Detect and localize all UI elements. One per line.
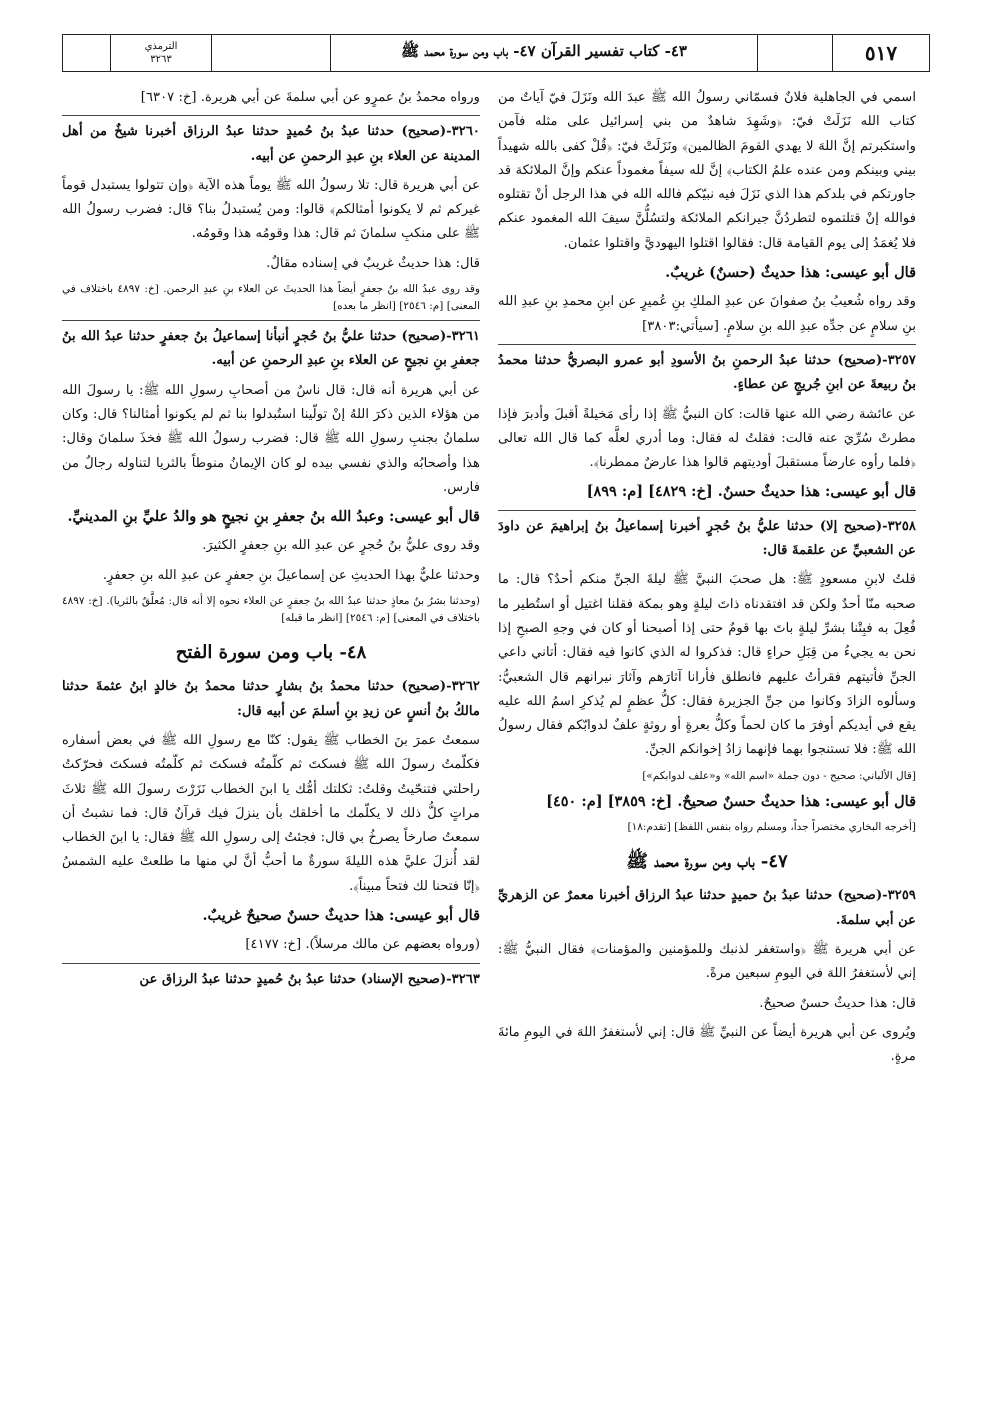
divider bbox=[62, 115, 480, 116]
header-spacer bbox=[211, 35, 330, 71]
section-heading: ٤٧- باب ومن سورة محمد ﷺ bbox=[626, 851, 788, 873]
divider bbox=[498, 510, 916, 511]
hadith-reference: ٣٢٦٣ bbox=[150, 54, 172, 65]
hadith-chain: ٣٢٦٢-(صحيح) حدثنا محمدُ بنُ بشارٍ حدثنا محمدُ بنُ خالدٍ ابنُ عثمةَ حدثنا مالكُ بنُ أنسٍ عن زيدِ بنِ أسلمَ عن أبيه قال: bbox=[62, 679, 480, 719]
footnote: [قال الألباني: صحيح - دون جملة «اسم الله» و«علف لدوابكم»] bbox=[642, 769, 916, 782]
paragraph: ويُروى عن أبي هريرة أيضاً عن النبيِّ ﷺ قال: إني لأستغفرُ اللهَ في اليومِ مائةَ مرةٍ. bbox=[498, 1024, 916, 1065]
hadith-chain: ٣٢٥٨-(صحيح إلا) حدثنا عليُّ بنُ حُجرٍ أخبرنا إسماعيلُ بنُ إبراهيمَ عن داودَ عن الشعبيِّ عن علقمةَ قال: bbox=[498, 518, 916, 559]
hadith-text: عن أبي هريرة ﷺ ﴿واستغفر لذنبك وللمؤمنين والمؤمنات﴾ فقال النبيُّ ﷺ: إني لأستغفرُ اللهَ في اليومِ سبعين مرةً. bbox=[498, 941, 916, 982]
header-spacer bbox=[63, 35, 110, 71]
hadith-text: عن أبي هريرة أنه قال: قال ناسٌ من أصحابِ رسولِ الله ﷺ: يا رسولَ الله من هؤلاء الذين ذكرَ اللهُ إنْ تولّينا استُبدلوا بنا ثم لم يكونوا أمثالنا؟ قال: وكان سلمانُ بجنبِ رسولِ الله ﷺ قال: فضرب رسولُ الله ﷺ فخذَ سلمانَ وقال: هذا وأصحابُه والذي نفسي بيده لو كان الإيمانُ منوطاً بالثريا لتناوله رجالٌ من فارس. bbox=[62, 382, 480, 495]
page-number: ٥١٧ bbox=[832, 35, 929, 71]
paragraph: اسمي في الجاهلية فلانٌ فسمّاني رسولُ الله ﷺ عبدَ الله ونَزَلَ فيّ آياتٌ من كتاب الله نَزَلَتْ فيّ: ﴿وشَهِدَ شاهدٌ من بني إسرائيل على مثله فآمن واستكبرتم إنَّ اللهَ لا يهدي القومَ الظالمين﴾ ونَزَلَتْ فيّ: ﴿قُلْ كفى بالله شهيداً بيني وبينكم ومن عنده علمُ الكتاب﴾ إنَّ لله سيفاً مغموداً عنكم وإنَّ الملائكة قد جاورتكم في بلدكم هذا الذي نَزَلَ فيه نبيّكم فالله الله في هذا الرجل أنْ تقتلوه فوالله إنْ قتلتموه لتطردُنَّ جيرانكم الملائكة ولتسُلُّنَّ سيفَ الله المغمود عنكم فلا يُغمَدُ إلى يوم القيامة قال: فقالوا اقتلوا اليهوديَّ واقتلوا عثمان. bbox=[498, 90, 916, 251]
paragraph: وقد روى عليُّ بنُ حُجرٍ عن عبدِ الله بنِ جعفرٍ الكثيرَ. bbox=[202, 538, 480, 554]
paragraph: ورواه محمدُ بنُ عمرٍو عن أبي سلمةَ عن أبي هريرة. [خ: ٦٣٠٧] bbox=[140, 90, 480, 105]
hadith-chain: ٣٢٥٩-(صحيح) حدثنا عبدُ بنُ حميدٍ حدثنا عبدُ الرزاق أخبرنا معمرٌ عن الزهريِّ عن أبي سلمةَ. bbox=[498, 888, 916, 928]
divider bbox=[62, 963, 480, 964]
book-reference: الترمذي bbox=[144, 41, 178, 52]
divider bbox=[62, 320, 480, 321]
grading-statement: قال أبو عيسى: هذا حديثٌ حسنٌ. [خ: ٤٨٢٩] [م: ٨٩٩] bbox=[586, 483, 916, 501]
footnote: (وحدثنا بشرُ بنُ معاذٍ حدثنا عبدُ الله بنُ جعفرٍ عن العلاء نحوه إلا أنه قال: مُعلَّقٌ بالثريا). [خ: ٤٨٩٧ باختلاف في المعنى] [م: ٢٥٤٦] [انظر ما قبله] bbox=[62, 595, 480, 625]
paragraph: وقد رواه شُعيبُ بنُ صفوانَ عن عبدِ الملكِ بنِ عُميرٍ عن ابنِ محمدِ بنِ عبدِ الله بنِ سلامٍ عن جدِّه عبدِ الله بنِ سلامٍ. [سيأتي:٣٨٠٣] bbox=[498, 294, 916, 334]
paragraph: قال: هذا حديثٌ غريبٌ في إسناده مقالٌ. bbox=[266, 255, 480, 271]
divider bbox=[498, 344, 916, 345]
running-title: ٤٣- كتاب تفسير القرآن ٤٧- باب ومن سورة محمد ﷺ bbox=[330, 35, 757, 71]
hadith-chain: ٣٢٦٠-(صحيح) حدثنا عبدُ بنُ حُميدٍ حدثنا عبدُ الرزاق أخبرنا شيخٌ من أهل المدينة عن العلاء بنِ عبدِ الرحمنِ عن أبيه. bbox=[62, 124, 480, 164]
page-header bbox=[62, 34, 930, 72]
header-spacer bbox=[757, 35, 832, 71]
paragraph: (ورواه بعضهم عن مالك مرسلاً). [خ: ٤١٧٧] bbox=[245, 937, 480, 953]
footnote: [أخرجه البخاري مختصراً جداً، ومسلم رواه بنفس اللفظ] [تقدم:١٨] bbox=[627, 821, 916, 834]
hadith-text: قلتُ لابنِ مسعودٍ ﷺ: هل صحبَ النبيَّ ﷺ ليلةَ الجنِّ منكم أحدٌ؟ قال: ما صحبه منّا أحدٌ ولكن قد افتقدناه ذاتَ ليلةٍ وهو بمكة فقلنا اغتيل أو استُطير ما فُعِلَ به فبِتْنا بشرِّ ليلةٍ باتَ بها قومٌ حتى إذا أصبحنا أو كان في وجهِ الصبحِ إذا نحن به يجيءُ من قِبَلِ حراءٍ قال: فذكروا له الذي كانوا فيه فقال: أتاني داعي الجنِّ فأتيتهم فقرأتُ عليهم فانطلق فأرانا آثارَهم وآثارَ نيرانهم قال الشعبيُّ: وسألوه الزادَ وكانوا من جنِّ الجزيرة فقال: كلُّ عظمٍ لم يُذكرِ اسمُ الله عليه يقع في أيديكم أوفرَ ما كان لحماً وكلُّ بعرةٍ أو روثةٍ علفٌ لدوابّكم فقال رسولُ الله ﷺ: فلا تستنجوا بهما فإنهما زادُ إخوانكم الجنِّ. bbox=[498, 572, 916, 758]
grading-statement: قال أبو عيسى: وعبدُ الله بنُ جعفرِ بنِ نجيحٍ هو والدُ عليِّ بنِ المدينيِّ. bbox=[67, 508, 480, 526]
paragraph: قال: هذا حديثٌ حسنٌ صحيحٌ. bbox=[759, 995, 916, 1011]
right-column bbox=[498, 86, 916, 1074]
footnote: وقد روى عبدُ الله بنُ جعفرٍ أيضاً هذا الحديثَ عن العلاء بنِ عبدِ الرحمن. [خ: ٤٨٩٧ باختلاف في المعنى] [م: ٢٥٤٦] [انظر ما بعده] bbox=[62, 283, 480, 313]
hadith-text: سمعتُ عمرَ بنَ الخطاب ﷺ يقول: كنّا مع رسولِ الله ﷺ في بعض أسفاره فكلّمتُ رسولَ الله ﷺ فسكتَ ثم كلّمتُه فسكتَ ثم كلّمتُه فسكتَ فحرّكتُ راحلتي فتنحّيتُ وقلتُ: ثكلتك أمُّك يا ابنَ الخطاب نَزَرْتَ رسولَ الله ﷺ ثلاثَ مراتٍ كلُّ ذلك لا يكلّمك ما أخلقك بأن ينزلَ فيك قرآنٌ قال: فما نشبتُ أن سمعتُ صارخاً يصرخُ بي قال: فجئتُ إلى رسولِ الله ﷺ فقال: يا ابنَ الخطاب لقد أُنزلَ عليَّ هذه الليلةَ سورةٌ ما أحبُّ أنَّ لي منها ما طلعتْ عليه الشمسُ ﴿إنّا فتحنا لك فتحاً مبيناً﴾. bbox=[62, 732, 480, 894]
hadith-text: عن أبي هريرة قال: تلا رسولُ الله ﷺ يوماً هذه الآية ﴿وإن تتولوا يستبدل قوماً غيركم ثم لا يكونوا أمثالكم﴾ قالوا: ومن يُستبدلُ بنا؟ قال: فضرب رسولُ الله ﷺ على منكبِ سلمانَ ثم قال: هذا وقومُه هذا وقومُه. bbox=[62, 177, 480, 242]
hadith-range bbox=[110, 35, 211, 71]
section-heading: ٤٨- باب ومن سورة الفتح bbox=[175, 642, 367, 664]
hadith-chain: ٣٢٦١-(صحيح) حدثنا عليُّ بنُ حُجرٍ أنبأنا إسماعيلُ بنُ جعفرٍ حدثنا عبدُ الله بنُ جعفرِ بنِ نجيحٍ عن العلاء بنِ عبدِ الرحمنِ عن أبيه. bbox=[62, 329, 480, 369]
left-column bbox=[62, 86, 480, 997]
grading-statement: قال أبو عيسى: هذا حديثٌ حسنٌ صحيحٌ. [خ: ٣٨٥٩] [م: ٤٥٠] bbox=[546, 792, 916, 810]
paragraph: وحدثنا عليٌّ بهذا الحديثِ عن إسماعيلَ بنِ جعفرٍ عن عبدِ الله بنِ جعفرٍ. bbox=[102, 567, 480, 583]
hadith-chain: ٣٢٥٧-(صحيح) حدثنا عبدُ الرحمنِ بنُ الأسودِ أبو عمرو البصريُّ حدثنا محمدُ بنُ ربيعةَ عن ابنِ جُريجٍ عن عطاءٍ. bbox=[498, 352, 916, 393]
grading-statement: قال أبو عيسى: هذا حديثٌ (حسنٌ) غريبٌ. bbox=[665, 264, 916, 282]
grading-statement: قال أبو عيسى: هذا حديثٌ حسنٌ صحيحٌ غريبٌ. bbox=[202, 907, 480, 925]
hadith-text: عن عائشة رضي الله عنها قالت: كان النبيُّ ﷺ إذا رأى مَخيلةً أقبلَ وأدبرَ فإذا مطرتْ سُرِّيَ عنه قالت: فقلتُ له فقال: وما أدري لعلَّه كما قال الله تعالى ﴿فلما رأوه عارضاً مستقبلَ أوديتهم قالوا هذا عارضٌ ممطرنا﴾. bbox=[498, 406, 916, 471]
hadith-chain: ٣٢٦٣-(صحيح الإسناد) حدثنا عبدُ بنُ حُميدٍ حدثنا عبدُ الرزاق عن bbox=[139, 971, 480, 987]
